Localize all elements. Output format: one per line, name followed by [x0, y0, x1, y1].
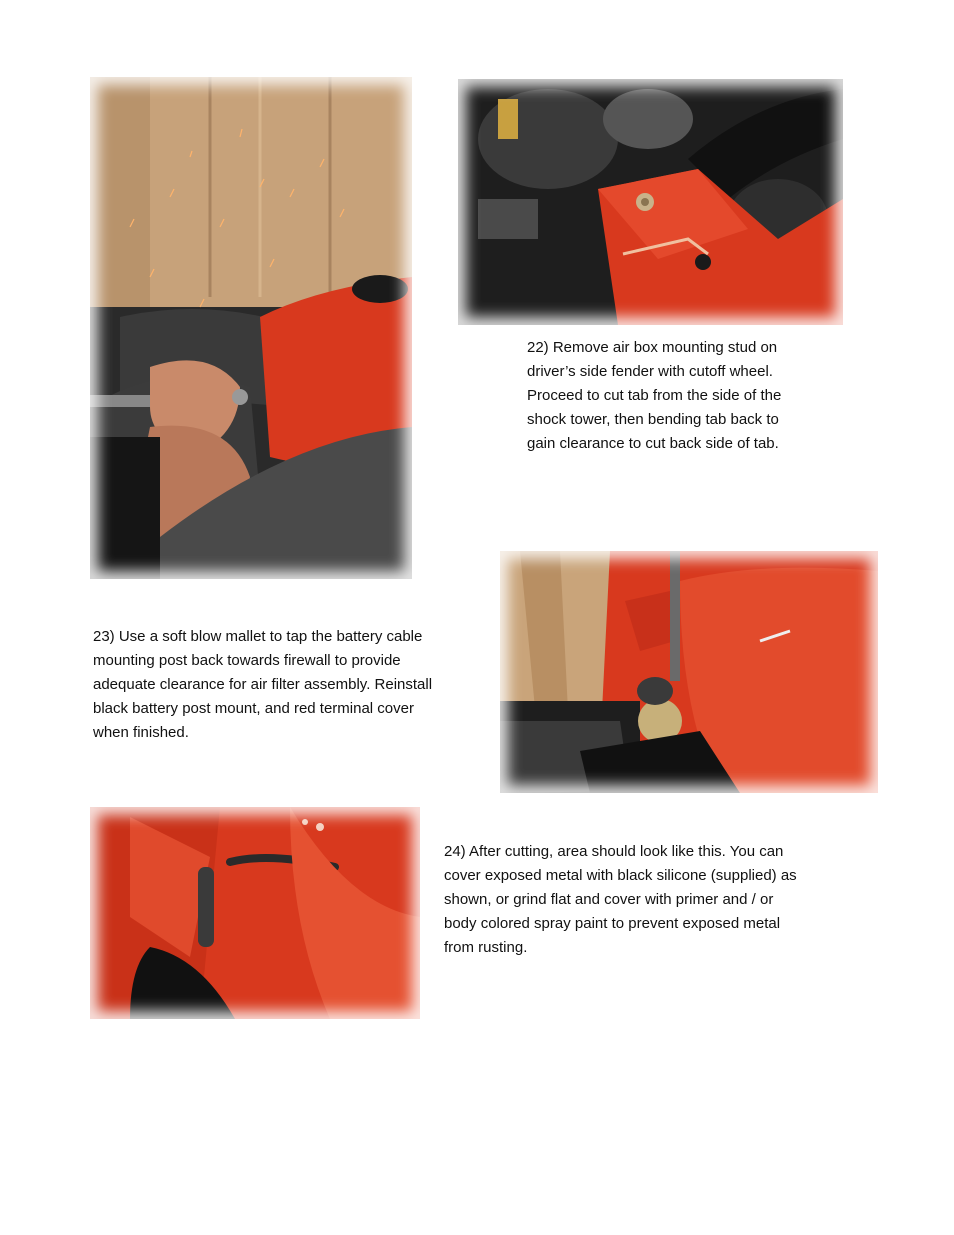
photo-grinder-cutting — [90, 77, 412, 579]
photo-mounting-stud — [458, 79, 843, 325]
photo-mallet-battery-post — [500, 551, 878, 793]
photo-finished-area — [90, 807, 420, 1019]
step-22-text: 22) Remove air box mounting stud on driver’s side fender with cutoff wheel. Proceed to cut tab from the side of the shock tower, then bending tab back to gain clearance to cut back side of tab. — [527, 339, 782, 452]
step-23-text: 23) Use a soft blow mallet to tap the battery cable mounting post back towards firewall to provide adequate clearance for air filter assembly. Reinstall black battery post mount, and red terminal cover when finished. — [93, 628, 433, 741]
step-24-text: 24) After cutting, area should look like this. You can cover exposed metal with black silicone (supplied) as shown, or grind flat and cover with primer and / or body colored spray paint to prevent exposed metal from rusting. — [444, 843, 797, 956]
